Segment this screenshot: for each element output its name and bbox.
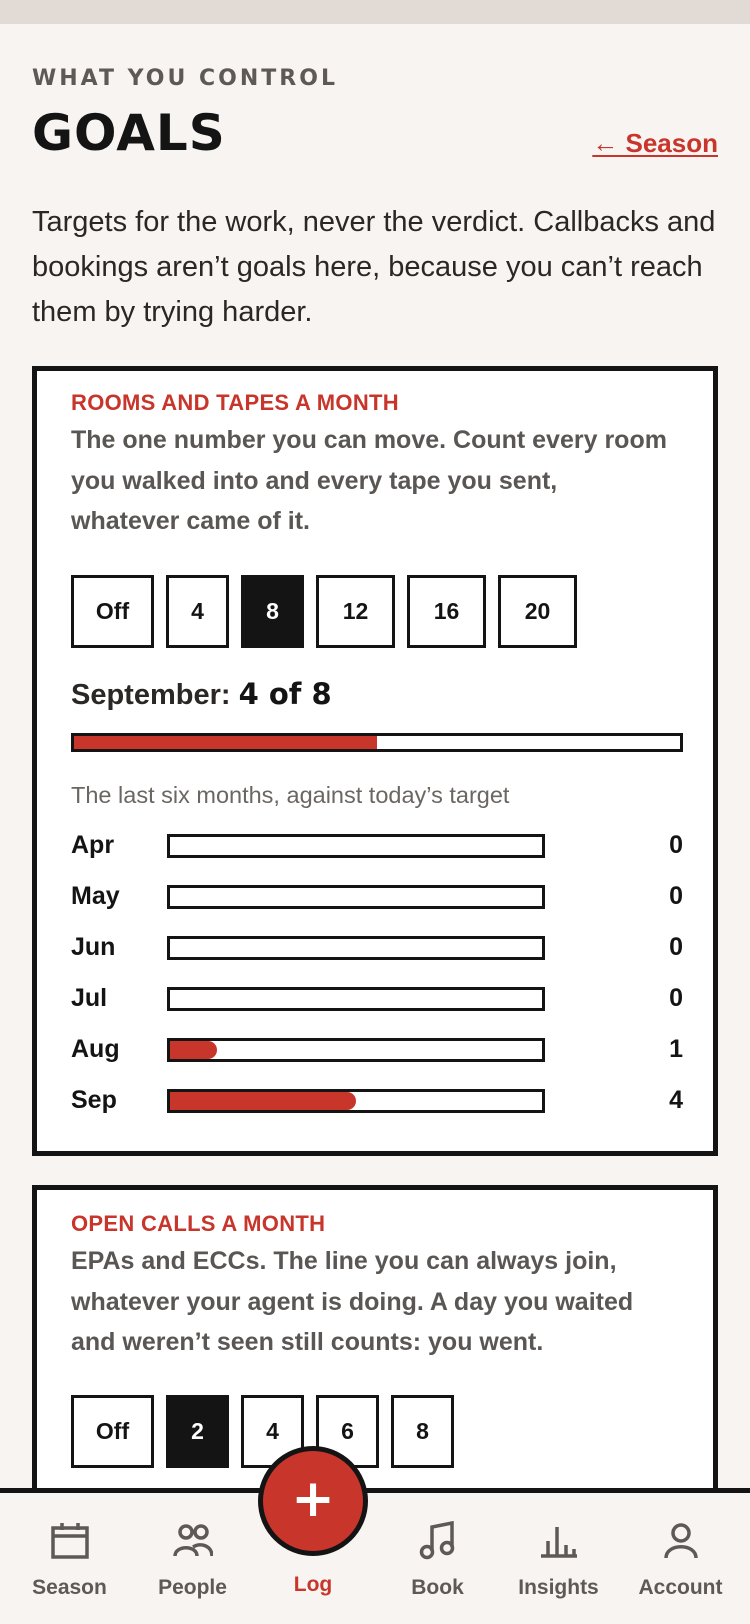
history-month: Jul xyxy=(71,984,108,1012)
history-month: Sep xyxy=(71,1086,117,1114)
history-count: 4 xyxy=(669,1086,683,1114)
open-calls-option-2[interactable]: 2 xyxy=(166,1395,229,1468)
bottom-tab-bar xyxy=(0,1488,750,1624)
open-calls-goal-label: OPEN CALLS A MONTH xyxy=(71,1211,326,1236)
progress-month: September: xyxy=(71,679,231,711)
history-month: Aug xyxy=(71,1035,120,1063)
rooms-goal-card xyxy=(32,366,718,1156)
rooms-option-16[interactable]: 16 xyxy=(407,575,486,648)
history-caption: The last six months, against today’s target xyxy=(71,782,510,808)
tab-log-label[interactable]: Log xyxy=(293,1573,333,1596)
history-count: 0 xyxy=(669,933,683,961)
open-calls-option-4[interactable]: 4 xyxy=(241,1395,304,1468)
rooms-goal-label: ROOMS AND TAPES A MONTH xyxy=(71,390,399,415)
rooms-progress-fill xyxy=(74,736,377,749)
history-bar xyxy=(167,1038,545,1062)
history-bar xyxy=(167,834,545,858)
tab-people[interactable] xyxy=(130,1493,255,1624)
history-bar-fill xyxy=(170,1041,217,1059)
history-month: May xyxy=(71,882,120,910)
page-title: GOALS xyxy=(32,104,226,162)
open-calls-goal-card xyxy=(32,1185,718,1505)
history-row-jun xyxy=(71,933,683,963)
open-calls-option-8[interactable]: 8 xyxy=(391,1395,454,1468)
rooms-option-8[interactable]: 8 xyxy=(241,575,304,648)
tab-insights[interactable] xyxy=(496,1493,621,1624)
history-row-sep xyxy=(71,1086,683,1116)
history-month: Apr xyxy=(71,831,115,859)
music-note-icon xyxy=(418,1521,458,1561)
log-fab-button[interactable] xyxy=(258,1446,368,1556)
history-bar-fill xyxy=(170,1092,356,1110)
history-count: 1 xyxy=(669,1035,683,1063)
tab-label: Book xyxy=(411,1576,464,1599)
back-to-season-link[interactable]: ← Season xyxy=(592,128,718,158)
history-bar xyxy=(167,1089,545,1113)
tab-book[interactable] xyxy=(375,1493,500,1624)
history-month: Jun xyxy=(71,933,116,961)
open-calls-option-6[interactable]: 6 xyxy=(316,1395,379,1468)
page-eyebrow: WHAT YOU CONTROL xyxy=(32,66,338,91)
tab-season[interactable] xyxy=(7,1493,132,1624)
history-count: 0 xyxy=(669,984,683,1012)
rooms-option-20[interactable]: 20 xyxy=(498,575,577,648)
tab-account[interactable] xyxy=(618,1493,743,1624)
tab-label: Account xyxy=(638,1576,723,1599)
rooms-progress-label xyxy=(71,677,332,712)
rooms-option-12[interactable]: 12 xyxy=(316,575,395,648)
page-header xyxy=(32,66,718,162)
history-row-apr xyxy=(71,831,683,861)
history-bar xyxy=(167,987,545,1011)
progress-count: 4 of 8 xyxy=(238,677,332,711)
history-count: 0 xyxy=(669,831,683,859)
history-row-may xyxy=(71,882,683,912)
open-calls-goal-description: EPAs and ECCs. The line you can always join, whatever your agent is doing. A day you waited and weren’t seen still counts: you went. xyxy=(71,1247,634,1356)
rooms-progress-bar xyxy=(71,733,683,752)
history-count: 0 xyxy=(669,882,683,910)
people-icon xyxy=(173,1521,213,1561)
status-bar xyxy=(0,0,750,24)
bar-chart-icon xyxy=(539,1521,579,1561)
open-calls-option-off[interactable]: Off xyxy=(71,1395,154,1468)
history-row-jul xyxy=(71,984,683,1014)
tab-label: Season xyxy=(32,1576,107,1599)
history-row-aug xyxy=(71,1035,683,1065)
history-bar xyxy=(167,936,545,960)
intro-text: Targets for the work, never the verdict. Callbacks and bookings aren’t goals here, because you can’t reach them by trying harder. xyxy=(32,206,716,328)
rooms-option-off[interactable]: Off xyxy=(71,575,154,648)
plus-icon: + xyxy=(291,1469,335,1529)
tab-label: Insights xyxy=(518,1576,599,1599)
calendar-icon xyxy=(50,1521,90,1561)
rooms-option-4[interactable]: 4 xyxy=(166,575,229,648)
rooms-goal-description: The one number you can move. Count every room you walked into and every tape you sent, whatever came of it. xyxy=(71,426,667,535)
person-icon xyxy=(661,1521,701,1561)
history-bar xyxy=(167,885,545,909)
tab-label: People xyxy=(158,1576,227,1599)
